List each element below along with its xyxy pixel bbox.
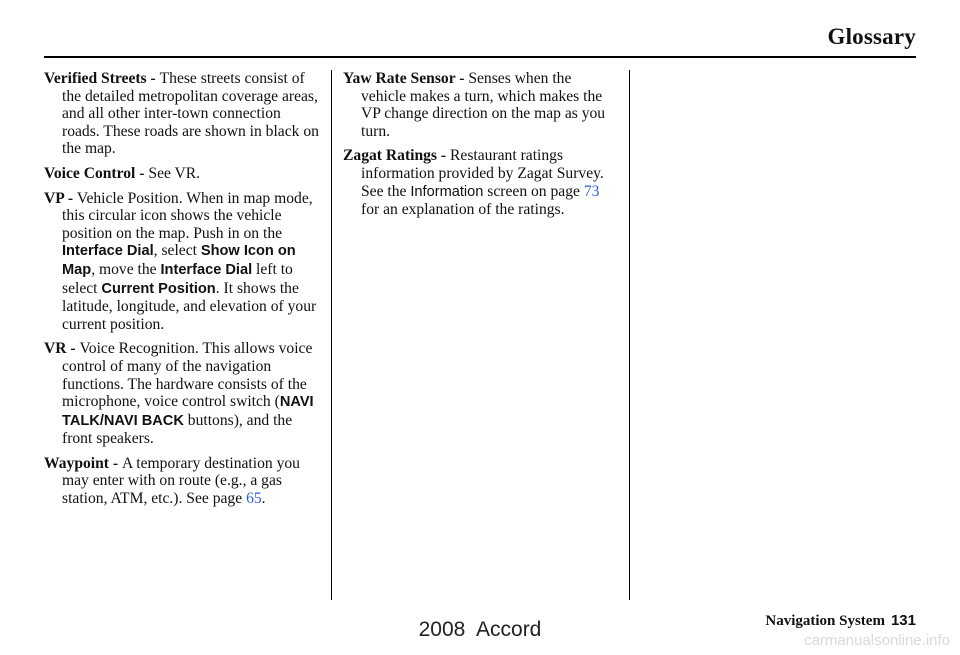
definition-text: Voice Recognition. This allows voice control of many of the navigation functions. The hardware consists of the microphone, voice control switch ( xyxy=(62,340,313,411)
term-yaw-rate-sensor: Yaw Rate Sensor - xyxy=(343,70,469,87)
term-waypoint: Waypoint - xyxy=(44,454,122,472)
entry-verified-streets xyxy=(44,70,320,158)
page-title: Glossary xyxy=(827,24,916,49)
definition-text: See VR. xyxy=(148,164,201,182)
column-divider xyxy=(629,70,630,600)
header-rule xyxy=(44,56,916,58)
definition-text: for an explanation of the ratings. xyxy=(361,201,565,219)
definition-text: Senses when the vehicle makes a turn, which makes the VP change direction on the map as you turn. xyxy=(361,70,606,140)
page-link-65[interactable]: 65 xyxy=(246,490,262,508)
definition-text: . xyxy=(261,490,266,508)
ui-label-current-position: Current Position xyxy=(101,280,216,297)
glossary-column-right xyxy=(343,70,619,226)
entry-zagat-ratings xyxy=(343,147,619,218)
entry-yaw-rate-sensor xyxy=(343,70,619,140)
term-vr: VR - xyxy=(44,340,80,358)
column-divider xyxy=(331,70,332,600)
entry-voice-control xyxy=(44,165,320,183)
watermark-model: 2008 Accord xyxy=(418,618,542,641)
definition-text: screen on page xyxy=(483,182,584,200)
definition-text: These streets consist of the detailed metropolitan coverage areas, and all other inter-town connection roads. These roads are shown in black on the map. xyxy=(62,70,319,158)
term-zagat-ratings: Zagat Ratings - xyxy=(343,147,450,165)
term-verified-streets: Verified Streets - xyxy=(44,70,160,87)
ui-label-interface-dial: Interface Dial xyxy=(62,243,154,260)
definition-text: Restaurant ratings information provided by Zagat Survey. See the xyxy=(361,147,604,200)
definition-text: . It shows the latitude, longitude, and elevation of your current position. xyxy=(62,279,317,333)
entry-vp xyxy=(44,190,320,334)
entry-waypoint xyxy=(44,455,320,508)
page-link-73[interactable]: 73 xyxy=(583,182,600,200)
entry-vr xyxy=(44,340,320,448)
term-voice-control: Voice Control - xyxy=(44,164,149,182)
ui-label-interface-dial: Interface Dial xyxy=(160,261,253,278)
footer-label: Navigation System xyxy=(765,613,885,629)
ui-label-navi-talk-back: NAVI TALK/NAVI BACK xyxy=(62,394,314,429)
ui-label-show-icon-on-map: Show Icon on Map xyxy=(62,243,296,278)
definition-text: buttons), and the front speakers. xyxy=(62,411,293,448)
definition-text: Vehicle Position. When in map mode, this circular icon shows the vehicle position on the map. Push in on the xyxy=(62,189,313,242)
definition-text: A temporary destination you may enter with on route (e.g., a gas station, ATM, etc.). See page xyxy=(62,454,300,508)
watermark-site: carmanualsonline.info xyxy=(804,632,950,649)
glossary-column-left xyxy=(44,70,320,515)
page-number: 131 xyxy=(890,612,916,629)
term-vp: VP - xyxy=(44,189,77,207)
definition-text: , move the xyxy=(91,260,161,278)
definition-text: left to select xyxy=(62,260,293,297)
ui-label-information: Information xyxy=(410,183,484,200)
definition-text: , select xyxy=(153,242,201,260)
